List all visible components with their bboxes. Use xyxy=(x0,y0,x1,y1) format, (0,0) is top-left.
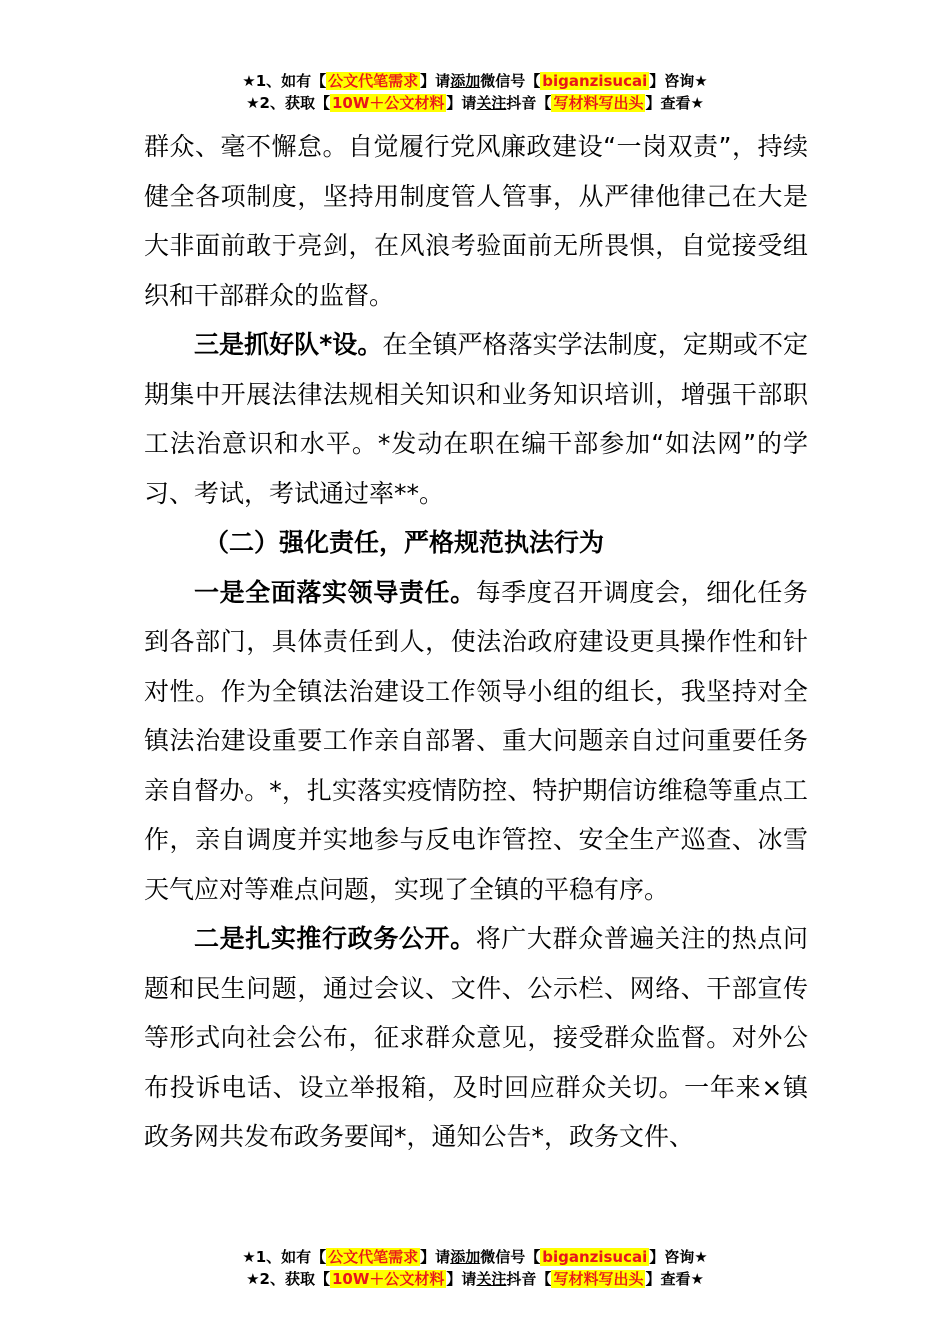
paragraph-text: 将广大群众普遍关注的热点问题和民生问题，通过会议、文件、公示栏、网络、干部宣传等形式向社会公布，征求群众意见，接受群众监督。对外公布投诉电话、设立举报箱，及时回应群众关切。一年来×镇政务网共发布政务要闻*，通知公告*，政务文件、 xyxy=(144,924,808,1151)
banner-text: ★1、如有【 xyxy=(242,1248,327,1266)
banner-text: 】查看★ xyxy=(645,94,704,112)
banner-line-1 xyxy=(0,70,950,92)
banner-text: ★1、如有【 xyxy=(242,72,327,90)
paragraph-lead: 三是抓好队*设。 xyxy=(194,330,383,359)
section-heading: （二）强化责任，严格规范执法行为 xyxy=(204,528,605,557)
banner-text: 】请 xyxy=(420,1248,451,1266)
banner-underlined-text: 添加 xyxy=(450,1248,481,1266)
document-body xyxy=(144,122,808,1162)
paragraph-lead: 一是全面落实领导责任。 xyxy=(194,577,476,607)
highlight-wechat-id: biganzisucai xyxy=(542,72,648,90)
paragraph-team-building xyxy=(144,320,808,518)
highlight-wechat-id: biganzisucai xyxy=(542,1248,648,1266)
paragraph-continued: 群众、毫不懈怠。自觉履行党风廉政建设“一岗双责”，持续健全各项制度，坚持用制度管人管事，从严律他律己在大是大非面前敢于亮剑，在风浪考验面前无所畏惧，自觉接受组织和干部群众的监督。 xyxy=(144,132,808,310)
banner-underlined-text: 关注 xyxy=(476,1270,507,1288)
banner-text: 】咨询★ xyxy=(649,72,708,90)
banner-text: 微信号【 xyxy=(480,72,541,90)
highlight-ghostwriting: 公文代笔需求 xyxy=(328,72,419,90)
paragraph-lead: 二是扎实推行政务公开。 xyxy=(194,924,476,953)
highlight-douyin-account: 写材料写出头 xyxy=(553,94,644,112)
banner-text: 抖音【 xyxy=(506,1270,552,1288)
bottom-banner xyxy=(0,1246,950,1290)
banner-text: 抖音【 xyxy=(506,94,552,112)
highlight-ghostwriting: 公文代笔需求 xyxy=(328,1248,419,1266)
paragraph-public-affairs xyxy=(144,914,808,1162)
banner-text: 微信号【 xyxy=(480,1248,541,1266)
banner-line-1 xyxy=(0,1246,950,1268)
highlight-douyin-account: 写材料写出头 xyxy=(553,1270,644,1288)
banner-line-2 xyxy=(0,92,950,114)
banner-text: 】请 xyxy=(420,72,451,90)
banner-line-2 xyxy=(0,1268,950,1290)
paragraph-text: 在全镇严格落实学法制度，定期或不定期集中开展法律法规相关知识和业务知识培训，增强干部职工法治意识和水平。*发动在职在编干部参加“如法网”的学习、考试，考试通过率**。 xyxy=(144,330,808,508)
highlight-materials: 10W＋公文材料 xyxy=(331,94,445,112)
banner-text: 】请 xyxy=(446,1270,477,1288)
paragraph-text: 每季度召开调度会，细化任务到各部门，具体责任到人，使法治政府建设更具操作性和针对性。作为全镇法治建设工作领导小组的组长，我坚持对全镇法治建设重要工作亲自部署、重大问题亲自过问重要任务亲自督办。*，扎实落实疫情防控、特护期信访维稳等重点工作，亲自调度并实地参与反电诈管控、安全生产巡查、冰雪天气应对等难点问题，实现了全镇的平稳有序。 xyxy=(144,577,808,904)
banner-text: ★2、获取【 xyxy=(246,1270,330,1288)
banner-text: 】咨询★ xyxy=(649,1248,708,1266)
banner-text: 】请 xyxy=(446,94,477,112)
banner-text: 】查看★ xyxy=(645,1270,704,1288)
paragraph-leadership xyxy=(144,568,808,915)
banner-underlined-text: 关注 xyxy=(476,94,507,112)
highlight-materials: 10W＋公文材料 xyxy=(331,1270,445,1288)
banner-text: ★2、获取【 xyxy=(246,94,330,112)
top-banner xyxy=(0,70,950,114)
banner-underlined-text: 添加 xyxy=(450,72,481,90)
